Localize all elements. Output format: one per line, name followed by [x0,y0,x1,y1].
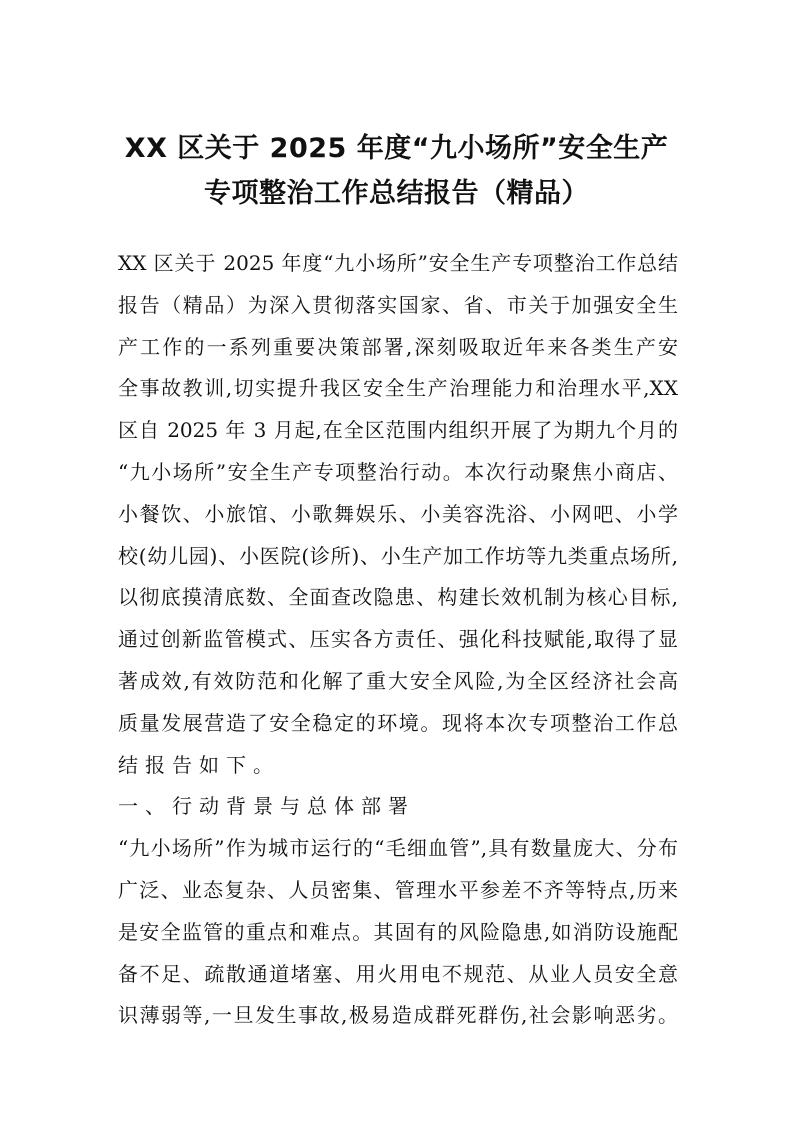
document-body [118,249,678,1043]
paragraph-line: 报告（精品）为深入贯彻落实国家、省、市关于加强安全生 [118,292,678,317]
paragraph-line: 质量发展营造了安全稳定的环境。现将本次专项整治工作总 [118,710,678,735]
paragraph-line: 是安全监管的重点和难点。其固有的风险隐患,如消防设施配 [118,919,678,944]
paragraph-line: 著成效,有效防范和化解了重大安全风险,为全区经济社会高 [118,668,678,693]
document-title-line-1: XX 区关于 2025 年度“九小场所”安全生产 [124,133,669,164]
paragraph-line: “九小场所”作为城市运行的“毛细血管”,具有数量庞大、分布 [118,836,678,861]
paragraph-line: 区自 2025 年 3 月起,在全区范围内组织开展了为期九个月的 [118,418,678,443]
paragraph-line: 广泛、业态复杂、人员密集、管理水平参差不齐等特点,历来 [118,877,678,902]
paragraph-line: 小餐饮、小旅馆、小歌舞娱乐、小美容洗浴、小网吧、小学 [118,501,678,526]
paragraph-line: 以彻底摸清底数、全面查改隐患、构建长效机制为核心目标, [118,585,678,610]
paragraph-line: XX 区关于 2025 年度“九小场所”安全生产专项整治工作总结 [118,251,678,275]
paragraph-line: 备不足、疏散通道堵塞、用火用电不规范、从业人员安全意 [118,961,678,986]
paragraph-line: 全事故教训,切实提升我区安全生产治理能力和治理水平,XX [118,376,678,401]
document-title-line-2: 专项整治工作总结报告（精品） [204,178,589,209]
paragraph-line: 结报告如下。 [118,752,280,777]
paragraph-line: 通过创新监管模式、压实各方责任、强化科技赋能,取得了显 [118,627,678,652]
paragraph-line: 识薄弱等,一旦发生事故,极易造成群死群伤,社会影响恶劣。 [118,1003,678,1028]
paragraph-line: 产工作的一系列重要决策部署,深刻吸取近年来各类生产安 [118,334,678,359]
paragraph-line: “九小场所”安全生产专项整治行动。本次行动聚焦小商店、 [118,459,678,484]
paragraph-line: 校(幼儿园)、小医院(诊所)、小生产加工作坊等九类重点场所, [118,543,678,568]
section-heading: 一、行动背景与总体部署 [118,794,415,819]
